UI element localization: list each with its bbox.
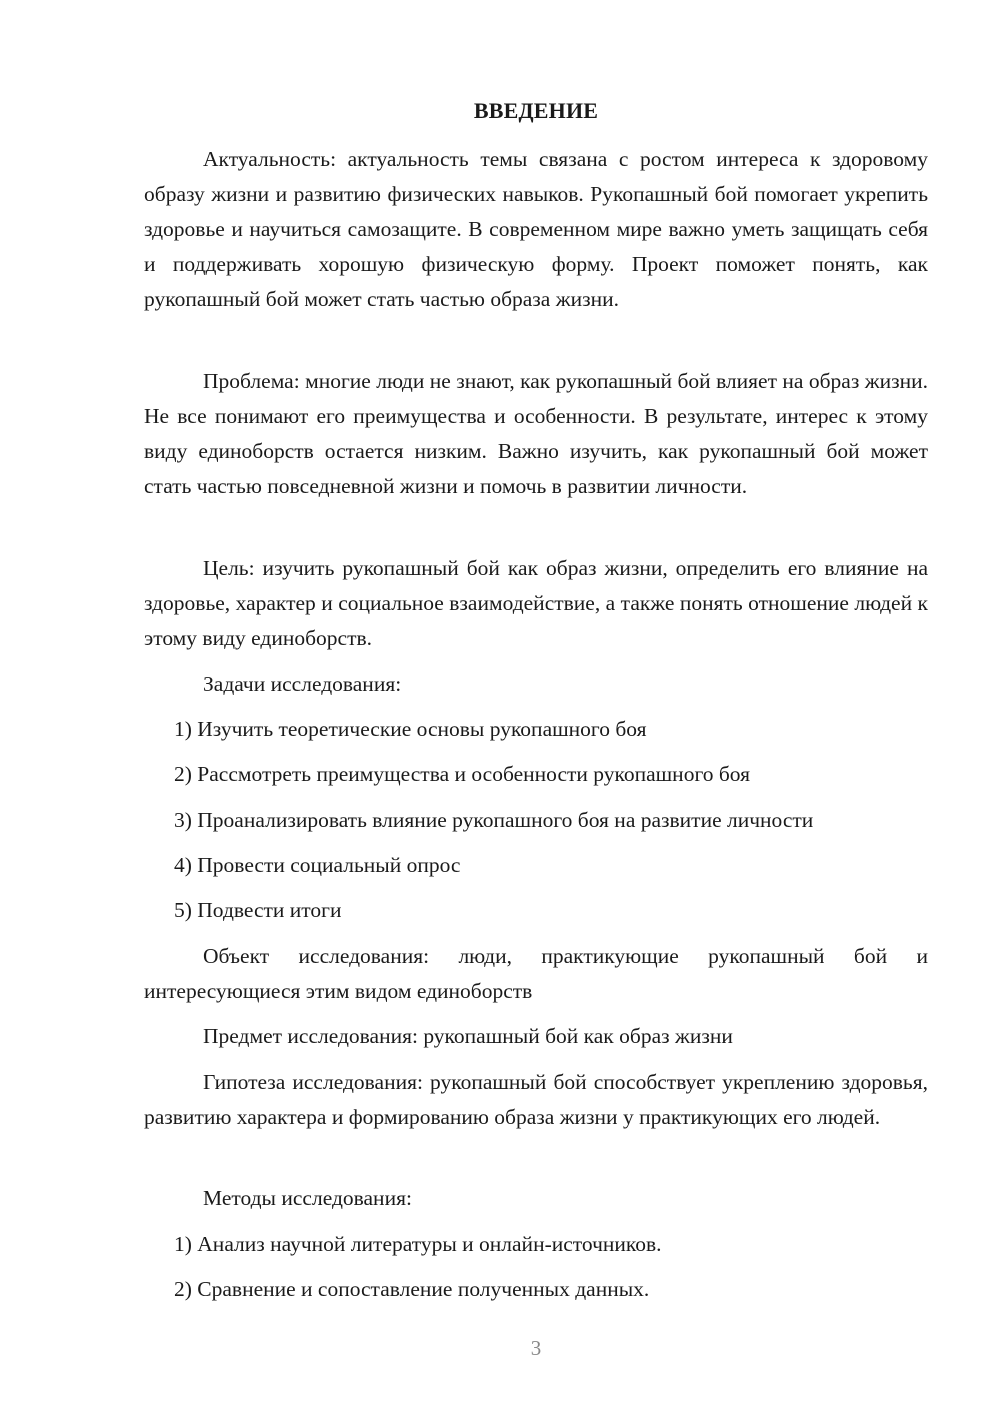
task-item-4: 4) Провести социальный опрос	[174, 853, 461, 877]
paragraph-hypothesis: Гипотеза исследования: рукопашный бой способствует укреплению здоровья, развитию характера и формированию образа жизни у практикующих его людей.	[144, 1070, 928, 1129]
paragraph-problem: Проблема: многие люди не знают, как рукопашный бой влияет на образ жизни. Не все понимают его преимущества и особенности. В результате, интерес к этому виду единоборств остается низким. Важно изучить, как рукопашный бой может стать частью повседневной жизни и помочь в развитии личности.	[144, 369, 928, 498]
paragraph-relevance: Актуальность: актуальность темы связана с ростом интереса к здоровому образу жизни и развитию физических навыков. Рукопашный бой помогает укрепить здоровье и научиться самозащите. В современном мире важно уметь защищать себя и поддерживать хорошую физическую форму. Проект поможет понять, как рукопашный бой может стать частью образа жизни.	[144, 147, 928, 311]
method-item-1: 1) Анализ научной литературы и онлайн-источников.	[174, 1232, 662, 1256]
tasks-heading: Задачи исследования:	[203, 672, 402, 696]
methods-heading: Методы исследования:	[203, 1186, 412, 1210]
method-item-2: 2) Сравнение и сопоставление полученных данных.	[174, 1277, 650, 1301]
task-item-5: 5) Подвести итоги	[174, 898, 342, 922]
task-item-3: 3) Проанализировать влияние рукопашного боя на развитие личности	[174, 808, 814, 832]
page-number: 3	[530, 1336, 542, 1360]
task-item-1: 1) Изучить теоретические основы рукопашного боя	[174, 717, 647, 741]
paragraph-object: Объект исследования: люди, практикующие рукопашный бой и интересующиеся этим видом единоборств	[144, 944, 928, 1003]
paragraph-subject: Предмет исследования: рукопашный бой как образ жизни	[203, 1024, 733, 1048]
page-title: ВВЕДЕНИЕ	[473, 98, 599, 123]
paragraph-goal: Цель: изучить рукопашный бой как образ жизни, определить его влияние на здоровье, характер и социальное взаимодействие, а также понять отношение людей к этому виду единоборств.	[144, 556, 928, 650]
task-item-2: 2) Рассмотреть преимущества и особенности рукопашного боя	[174, 762, 751, 786]
